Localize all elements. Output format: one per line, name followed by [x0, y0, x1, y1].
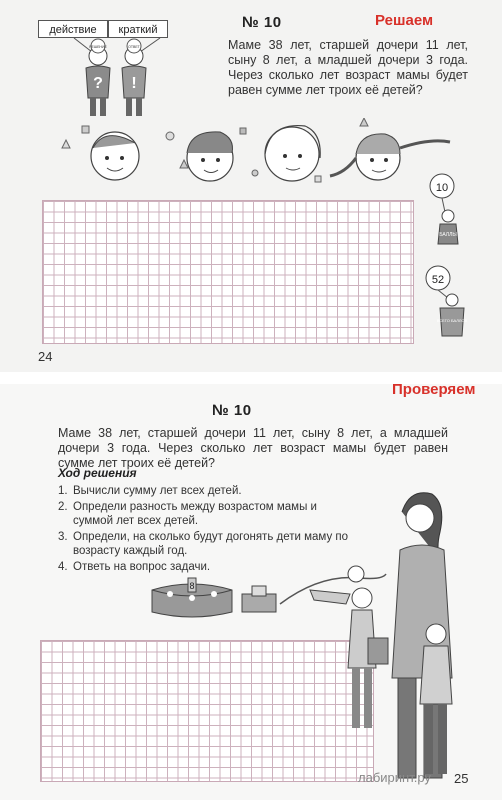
solution-steps-title: Ход решения	[58, 466, 137, 480]
solution-step: 2. Определи разность между возрастом мамы и суммой лет всех детей.	[58, 501, 317, 527]
page-number: 25	[454, 771, 469, 786]
problem-text: Маме 38 лет, старшей дочери 11 лет, сыну 8 лет, а младшей дочери 3 года. Через сколько лет возраст мамы будет равен сумме лет троих её детей?	[228, 38, 468, 97]
problem-number: № 10	[242, 14, 282, 31]
workbook-page-24	[0, 0, 502, 372]
solution-step: 1. Вычисли сумму лет всех детей.	[58, 485, 242, 497]
solution-step: 3. Определи, на сколько будут догонять дети маму по возрасту каждый год.	[58, 531, 349, 557]
children-faces-illustration	[60, 118, 480, 193]
page-number: 24	[38, 349, 53, 364]
problem-text: Маме 38 лет, старшей дочери 11 лет, сыну 8 лет, а младшей дочери 3 года. Через сколько лет возраст мамы будет равен сумме лет троих её детей?	[58, 426, 448, 470]
solution-steps-list	[58, 484, 360, 576]
family-illustration	[340, 488, 490, 788]
word-tag-action: действие	[38, 20, 108, 38]
score-kid-top	[420, 172, 470, 252]
kid-sign-solution: РЕШЕНИЕ	[89, 45, 107, 49]
watermark-labirint: лабиринт.ру	[358, 770, 431, 785]
word-tag-short: краткий	[108, 20, 168, 38]
kids-with-signs-illustration	[72, 38, 162, 120]
badge-check: Проверяем	[392, 384, 476, 398]
svg-text:?: ?	[93, 75, 103, 92]
score-top-sign: БАЛЛЫ	[439, 232, 457, 238]
workbook-page-25	[0, 384, 502, 800]
score-bottom-value: 52	[431, 274, 445, 286]
score-bottom-sign: ВСЕГО БАЛЛОВ	[436, 318, 468, 323]
answer-grid[interactable]	[42, 200, 414, 344]
cake-candle-number: 8	[189, 581, 195, 591]
badge-solve: Решаем	[375, 12, 434, 29]
score-kid-bottom	[420, 264, 470, 340]
answer-grid[interactable]	[40, 640, 374, 782]
score-top-value: 10	[435, 182, 449, 194]
problem-number: № 10	[212, 402, 252, 419]
svg-text:!: !	[131, 75, 137, 92]
solution-step: 4. Ответь на вопрос задачи.	[58, 561, 211, 573]
page-gap	[0, 372, 502, 384]
kid-sign-answer: ОТВЕТ	[128, 45, 140, 49]
